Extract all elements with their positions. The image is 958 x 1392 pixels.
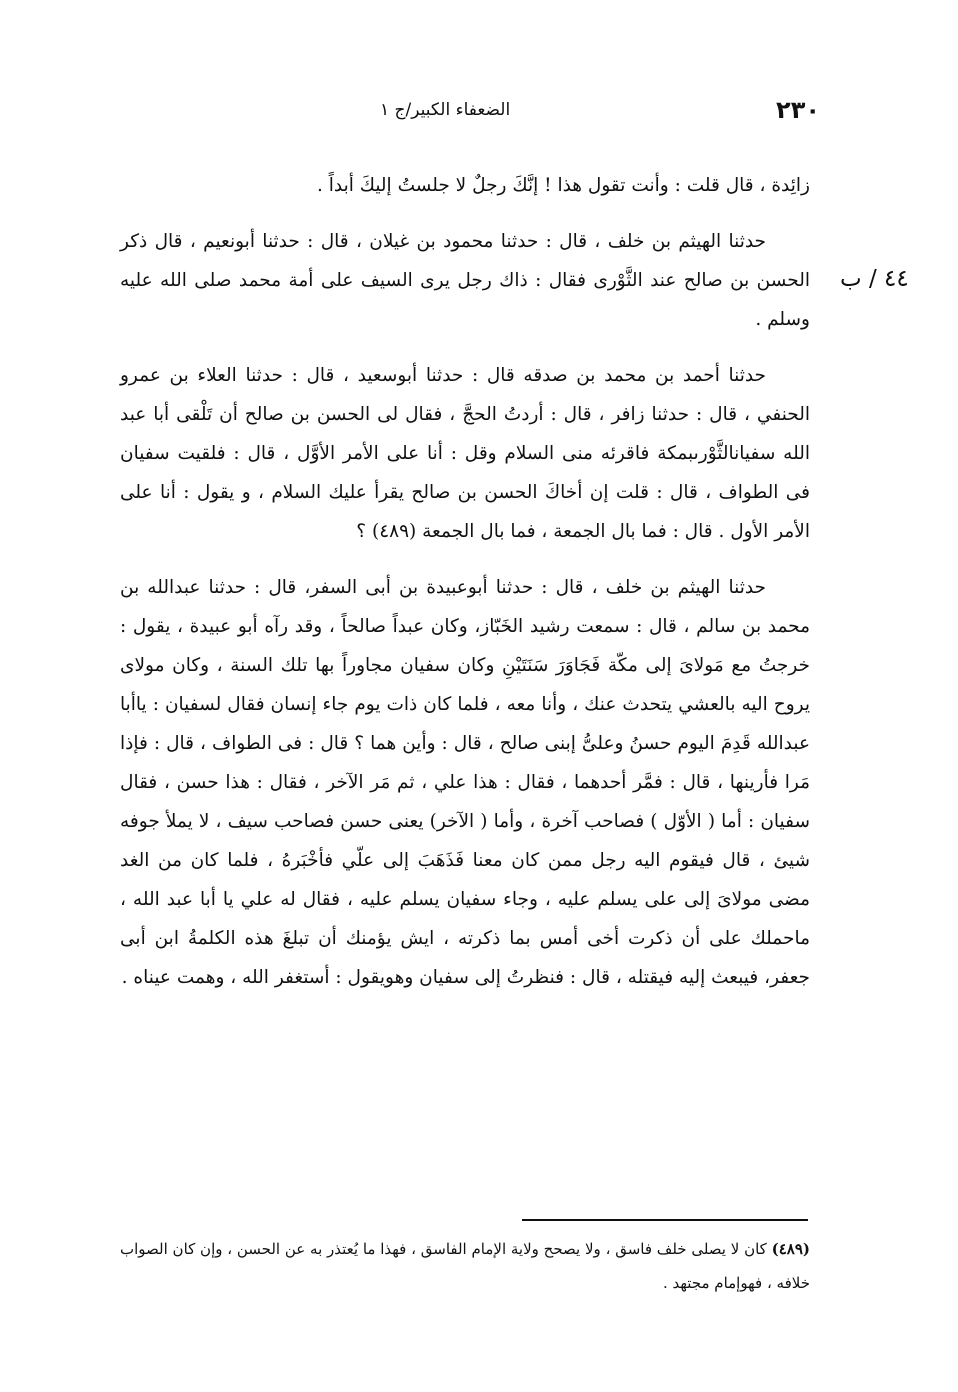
footnote-number: (٤٨٩)	[771, 1240, 810, 1258]
paragraph-1: زائِدة ، قال قلت : وأنت تقول هذا ! إنَّكَ رجلٌ لا جلستُ إليكَ أبداً .	[316, 175, 810, 196]
paragraph-3: حدثنا أحمد بن محمد بن صدقه قال : حدثنا أبوسعيد ، قال : حدثنا العلاء بن عمرو الحنفي ، قال : حدثنا زافر ، قال : أردتُ الحجَّ ، فقال لى الحسن بن صالح أن تَلْقى أبا عبد الله سفيانالثَّوْرىبمكة فاقرئه منى السلام وقل : أنا على الأمر الأوَّل ، قال : فلقيت سفيان فى الطواف ، قال : قلت إن أخاكَ الحسن بن صالح يقرأ عليك السلام ، و يقول : أنا على الأمر الأول . قال : فما بال الجمعة ، فما بال الجمعة (٤٨٩) ؟	[120, 365, 810, 542]
manuscript-folio-note: ٤٤ / ب	[840, 266, 909, 292]
page-number: ٢٣٠	[776, 96, 820, 124]
footnote-divider	[522, 1219, 808, 1221]
paragraph-4: حدثنا الهيثم بن خلف ، قال : حدثنا أبوعبيدة بن أبى السفر، قال : حدثنا عبدالله بن محمد بن سالم ، قال : سمعت رشيد الخَبّاز، وكان عبداً صالحاً ، وقد رآه أبو عبيدة ، يقول : خرجتُ مع مَولاىَ إلى مكّة فَجَاوَرَ سَنَتَيْنِ وكان سفيان مجاوراً بها تلك السنة ، وكان مولاى يروح اليه بالعشي يتحدث عنك ، وأنا معه ، فلما كان ذات يوم جاء إنسان فقال لسفيان : ياأبا عبدالله قَدِمَ اليوم حسنُ وعلىُّ إبنى صالح ، قال : وأين هما ؟ قال : فى الطواف ، قال : فإذا مَرا فأرينها ، قال : فمَّر أحدهما ، فقال : هذا علي ، ثم مَر الآخر ، فقال : هذا حسن ، فقال سفيان : أما ( الأوّل ) فصاحب آخرة ، وأما ( الآخر) يعنى حسن فصاحب سيف ، لا يملأ جوفه شيئ ، قال فيقوم اليه رجل ممن كان معنا فَذَهَبَ إلى علّي فأخْبَرهُ ، فلما كان من الغد مضى مولاىَ إلى على يسلم عليه ، وجاء سفيان يسلم عليه ، فقال له علي يا أبا عبد الله ، ماحملك على أن ذكرت أخى أمس بما ذكرته ، ايش يؤمنك أن تبلغَ هذه الكلمةُ ابن أبى جعفر، فيبعث إليه فيقتله ، قال : فنظرتُ إلى سفيان وهويقول : أستغفر الله ، وهمت عيناه .	[120, 577, 810, 988]
paragraph-2: حدثنا الهيثم بن خلف ، قال : حدثنا محمود بن غيلان ، قال : حدثنا أبونعيم ، قال ذكر الحسن بن صالح عند الثَّوْرى فقال : ذاك رجل يرى السيف على أمة محمد صلى الله عليه وسلم .	[120, 231, 810, 330]
page-header	[120, 96, 820, 126]
running-title: الضعفاء الكبير/ج ١	[380, 100, 511, 120]
footnote-text: كان لا يصلى خلف فاسق ، ولا يصحح ولاية الإمام الفاسق ، فهذا ما يُعتذر به عن الحسن ، وإن كان الصواب خلافه ، فهوإمام مجتهد .	[120, 1240, 810, 1292]
footnote	[120, 1232, 810, 1300]
main-text	[120, 166, 810, 1014]
